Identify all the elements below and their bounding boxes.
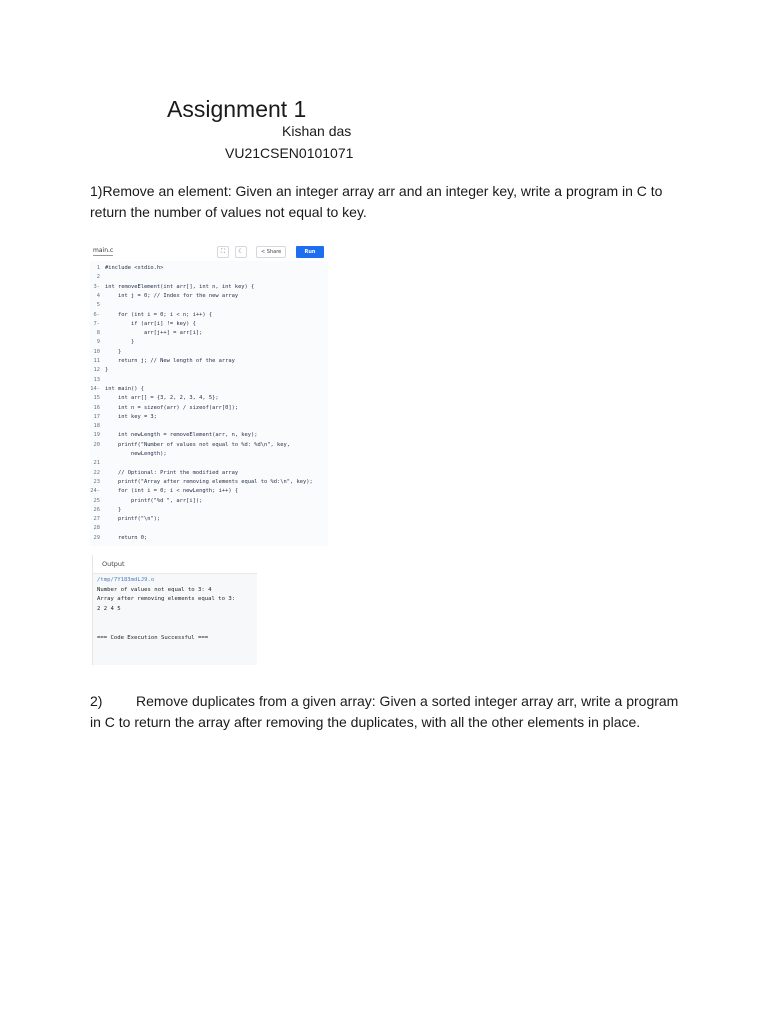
code-line [90,441,290,450]
code-text: int arr[] = {3, 2, 2, 3, 4, 5}; [105,395,219,402]
code-text: // Optional: Print the modified array [105,469,239,476]
page-title: Assignment 1 [167,96,307,122]
code-line [90,497,202,506]
line-number: 20 [93,441,100,448]
code-line [90,459,105,468]
line-number: 4 [96,292,100,299]
question-1: 1)Remove an element: Given an integer array arr and an integer key, write a program in C to return the number of values not equal to key. [90,183,663,220]
code-text: for (int i = 0; i < n; i++) { [105,311,213,318]
line-number: 23 [93,478,100,485]
line-number: 29 [93,534,100,541]
line-number: 26 [93,506,100,513]
code-text: int n = sizeof(arr) / sizeof(arr[0]); [105,404,239,411]
line-number: 28 [93,525,100,532]
code-line [90,301,105,310]
line-number: 10 [93,348,100,355]
code-text: int main() { [105,385,144,392]
code-text: return j; // New length of the array [105,358,235,364]
output-header [93,555,257,574]
line-number: 3- [93,283,100,290]
editor-toolbar [90,243,328,261]
code-line [90,338,134,347]
code-line [90,394,219,403]
output-line: Array after removing elements equal to 3: [97,596,236,603]
line-number: 2 [96,274,100,281]
code-text: #include <stdio.h> [105,265,164,271]
code-text: int newLength = removeElement(arr, n, key); [105,432,258,439]
code-text: } [105,367,109,374]
code-line [90,357,235,366]
code-text: printf("Array after removing elements equal to %d:\n", key); [105,478,313,485]
code-line [90,413,157,422]
line-number: 15 [93,395,100,402]
code-line [90,450,167,459]
code-line [90,320,196,329]
code-line [90,348,121,357]
output-line: /tmp/7Y183mdLJ9.o [97,577,155,583]
code-line [90,506,121,515]
line-number: 7- [93,320,100,327]
code-line [90,469,238,478]
output-panel-screenshot [92,555,257,665]
code-line [90,404,238,413]
code-text: arr[j++] = arr[i]; [105,330,203,337]
code-text: int removeElement(int arr[], int n, int key) { [105,283,255,290]
code-text: int key = 3; [105,413,157,420]
line-number: 21 [93,460,100,467]
code-line [90,524,105,533]
line-number: 16 [93,404,100,411]
question-2-number: 2) [90,693,103,709]
code-text: if (arr[i] != key) { [105,320,196,327]
line-number: 9 [96,339,100,346]
line-number: 6- [93,311,100,318]
line-number: 11 [93,358,100,364]
moon-icon: ☾ [235,246,247,258]
code-text: int j = 0; // Index for the new array [105,292,239,299]
line-number: 5 [96,302,100,309]
code-line [90,329,202,338]
file-tab: main.c [93,247,114,254]
line-number: 13 [93,376,100,383]
line-number: 1 [96,265,100,271]
code-text: } [105,506,122,513]
code-text: } [105,348,122,355]
code-line [90,292,238,301]
code-text: } [105,339,135,346]
share-icon: < [261,249,267,255]
output-line: Number of values not equal to 3: 4 [97,586,212,593]
share-button [256,246,286,258]
author-name: Kishan das [282,123,352,139]
code-line [90,264,163,273]
code-text: printf("\n"); [105,516,161,523]
code-text: printf("Number of values not equal to %d: %d\n", key, [105,441,290,448]
code-line [90,376,105,385]
question-2-text: Remove duplicates from a given array: Given a sorted integer array arr, write a program in C to return the array after removing the duplicates, with all the other elements in place. [90,693,679,730]
code-line [90,534,147,543]
line-number: 17 [93,413,100,420]
expand-icon: ⛶ [217,246,229,258]
code-line [90,422,105,431]
run-button: Run [296,246,324,258]
code-line [90,487,238,496]
line-number: 24- [90,488,100,495]
code-line [90,385,144,394]
code-line [90,283,254,292]
code-line [90,515,160,524]
share-label: Share [266,249,282,255]
code-text: for (int i = 0; i < newLength; i++) { [105,488,239,495]
roll-number: VU21CSEN0101071 [225,145,354,161]
code-editor-screenshot [90,243,328,546]
line-number: 8 [96,330,100,337]
code-line [90,273,105,282]
line-number: 25 [93,497,100,504]
line-number: 12 [93,367,100,374]
output-title: Output [102,560,125,568]
output-line: === Code Execution Successful === [97,634,209,641]
line-number: 14- [90,385,100,392]
question-2 [90,691,690,733]
code-text: newLength); [105,451,167,457]
code-text: return 0; [105,534,148,541]
code-line [90,366,108,375]
line-number: 27 [93,516,100,523]
code-line [90,478,313,487]
line-number: 22 [93,469,100,476]
line-number: 19 [93,432,100,439]
output-line: 2 2 4 5 [97,605,121,612]
code-text: printf("%d ", arr[i]); [105,497,203,504]
code-line [90,311,212,320]
code-line [90,431,258,440]
line-number: 18 [93,423,100,430]
